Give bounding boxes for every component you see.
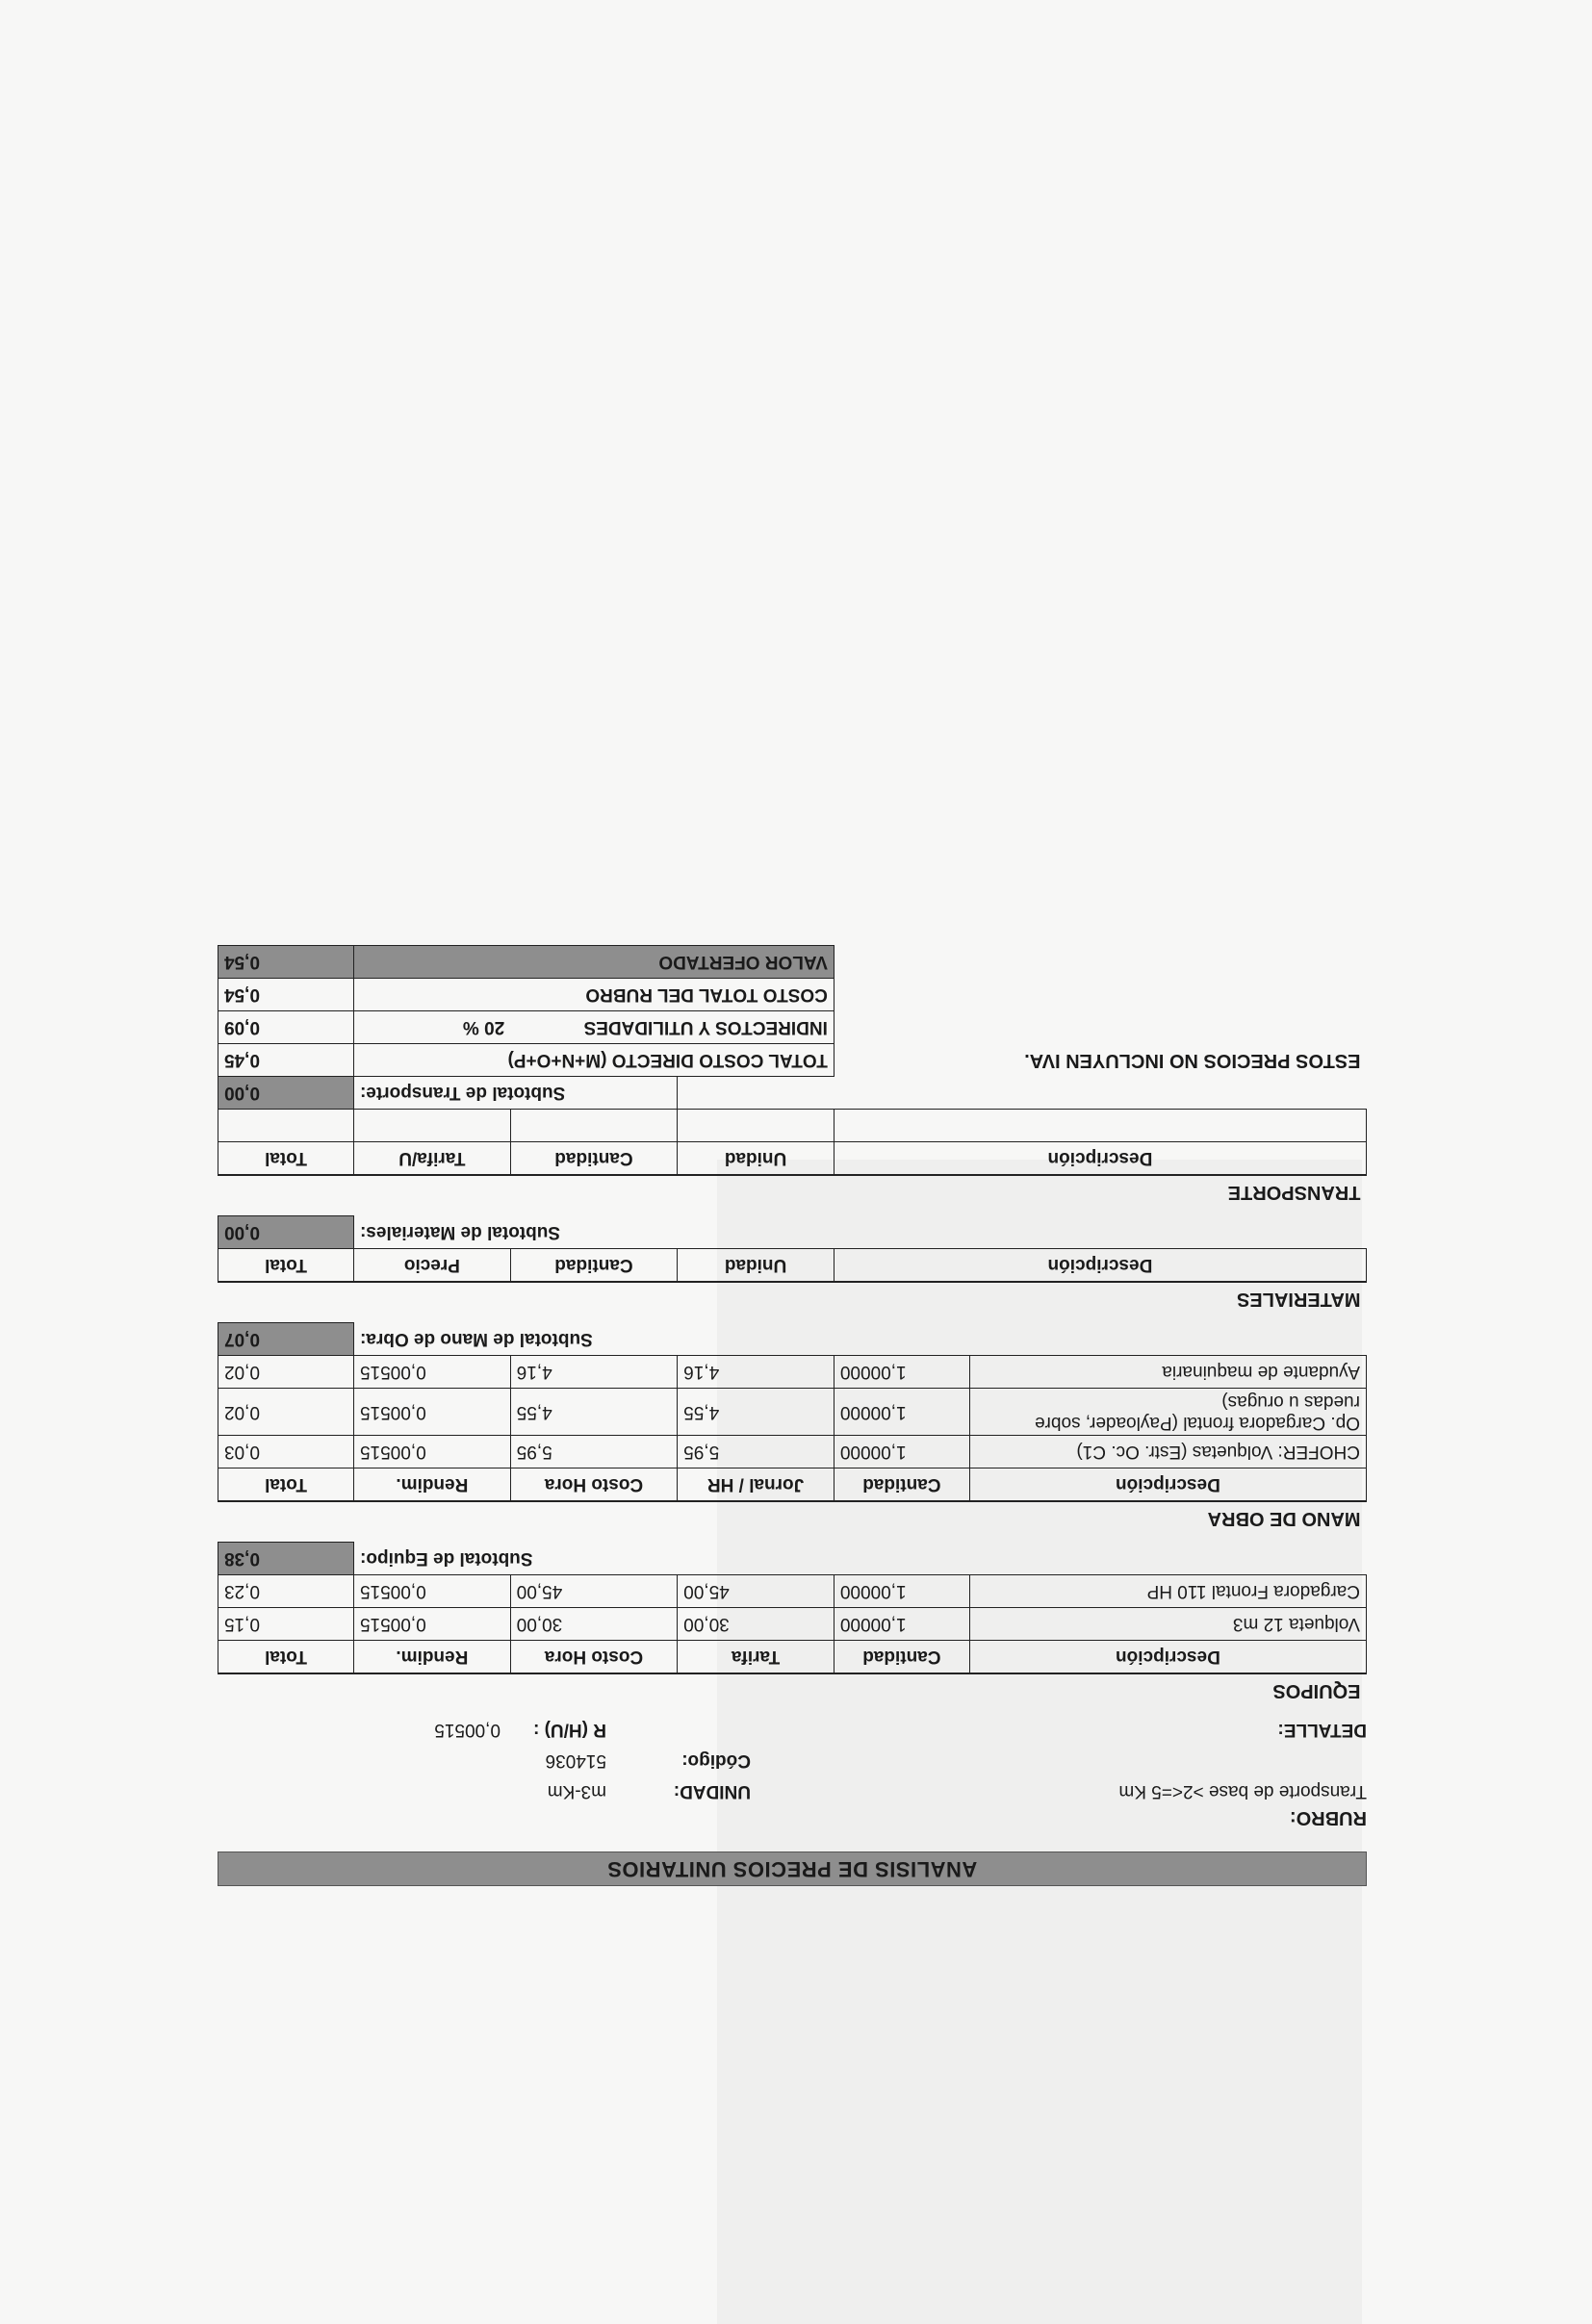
rate-cell: 45,00 <box>678 1575 835 1608</box>
hour-cost-cell: 30,00 <box>510 1608 678 1641</box>
table-row <box>218 1356 1367 1389</box>
rubro-label: RUBRO: <box>1290 1807 1367 1828</box>
materiales-header-row <box>218 1249 1367 1283</box>
materiales-subtotal-value: 0,00 <box>218 1216 354 1249</box>
detalle-label: DETALLE: <box>1277 1720 1367 1740</box>
column-header: Cantidad <box>834 1468 969 1502</box>
total-cell: 0,15 <box>218 1608 354 1641</box>
table-row <box>218 1389 1367 1436</box>
equipos-subtotal-value: 0,38 <box>218 1543 354 1575</box>
indirectos-value: 0,09 <box>218 1011 354 1044</box>
price-analysis-document <box>218 945 1367 1886</box>
description-cell: Ayudante de maquinaria <box>969 1356 1366 1389</box>
document-title: ANALISIS DE PRECIOS UNITARIOS <box>218 1852 1367 1886</box>
equipos-subtotal-label: Subtotal de Equipo: <box>360 1548 533 1570</box>
column-header: Tarifa/U <box>354 1142 511 1176</box>
codigo-value: 514036 <box>545 1750 606 1771</box>
yield-cell: 0,00515 <box>354 1389 511 1436</box>
unidad-value: m3-Km <box>547 1781 606 1801</box>
yield-cell: 0,00515 <box>354 1356 511 1389</box>
yield-cell: 0,00515 <box>354 1575 511 1608</box>
yield-cell: 0,00515 <box>354 1436 511 1468</box>
column-header: Total <box>218 1641 354 1674</box>
column-header: Unidad <box>678 1142 835 1176</box>
valor-ofertado-value: 0,54 <box>218 946 354 979</box>
table-row <box>218 1436 1367 1468</box>
quantity-cell: 1,00000 <box>834 1575 969 1608</box>
description-cell: Cargadora Frontal 110 HP <box>969 1575 1366 1608</box>
equipos-subtotal-row <box>218 1543 1367 1575</box>
mano-obra-subtotal-row <box>218 1323 1367 1356</box>
indirectos-row <box>218 1011 1367 1044</box>
indirectos-percent: 20 % <box>354 1011 511 1044</box>
table-row <box>218 1575 1367 1608</box>
indirectos-label: INDIRECTOS Y UTILIDADES <box>510 1011 834 1044</box>
column-header: Descripción <box>834 1142 1366 1176</box>
mano-obra-title: MANO DE OBRA <box>218 1501 1367 1543</box>
equipos-header-row <box>218 1641 1367 1674</box>
transporte-empty-row <box>218 1110 1367 1142</box>
rate-cell: 30,00 <box>678 1608 835 1641</box>
column-header: Precio <box>354 1249 511 1283</box>
hour-cost-cell: 4,16 <box>510 1356 678 1389</box>
column-header: Costo Hora <box>510 1468 678 1502</box>
costo-total-row <box>218 979 1367 1011</box>
column-header: Descripción <box>969 1641 1366 1674</box>
wage-cell: 4,55 <box>678 1389 835 1436</box>
total-cell: 0,03 <box>218 1436 354 1468</box>
wage-cell: 5,95 <box>678 1436 835 1468</box>
detalle-line <box>218 1714 1367 1745</box>
quantity-cell: 1,00000 <box>834 1389 969 1436</box>
transporte-subtotal-row <box>218 1077 1367 1110</box>
hour-cost-cell: 5,95 <box>510 1436 678 1468</box>
mano-obra-subtotal-label: Subtotal de Mano de Obra: <box>360 1329 593 1350</box>
column-header: Total <box>218 1142 354 1176</box>
transporte-header-row <box>218 1142 1367 1176</box>
costo-total-value: 0,54 <box>218 979 354 1011</box>
materiales-subtotal-row <box>218 1216 1367 1249</box>
hour-cost-cell: 45,00 <box>510 1575 678 1608</box>
column-header: Tarifa <box>678 1641 835 1674</box>
hour-cost-cell: 4,55 <box>510 1389 678 1436</box>
column-header: Rendim. <box>354 1468 511 1502</box>
column-header: Total <box>218 1468 354 1502</box>
column-header: Cantidad <box>510 1142 678 1176</box>
total-cell: 0,02 <box>218 1356 354 1389</box>
quantity-cell: 1,00000 <box>834 1436 969 1468</box>
rh-label: R (H/U) : <box>533 1720 606 1740</box>
equipos-title: EQUIPOS <box>218 1673 1367 1714</box>
transporte-title-row <box>218 1175 1367 1216</box>
valor-ofertado-row <box>218 946 1367 979</box>
valor-ofertado-label: VALOR OFERTADO <box>354 946 835 979</box>
yield-cell: 0,00515 <box>354 1608 511 1641</box>
iva-note: ESTOS PRECIOS NO INCLUYEN IVA. <box>1024 1050 1361 1071</box>
total-directo-value: 0,45 <box>218 1044 354 1077</box>
column-header: Cantidad <box>510 1249 678 1283</box>
column-header: Total <box>218 1249 354 1283</box>
column-header: Rendim. <box>354 1641 511 1674</box>
column-header: Unidad <box>678 1249 835 1283</box>
total-cell: 0,02 <box>218 1389 354 1436</box>
materiales-subtotal-label: Subtotal de Materiales: <box>360 1222 561 1243</box>
column-header: Descripción <box>834 1249 1366 1283</box>
mano-obra-header-row <box>218 1468 1367 1502</box>
column-header: Descripción <box>969 1468 1366 1502</box>
table-row <box>218 1608 1367 1641</box>
transporte-subtotal-value: 0,00 <box>218 1077 354 1110</box>
unidad-label: UNIDAD: <box>673 1781 751 1801</box>
materiales-title: MATERIALES <box>218 1282 1367 1323</box>
mano-obra-subtotal-value: 0,07 <box>218 1323 354 1356</box>
mano-obra-title-row <box>218 1501 1367 1543</box>
total-directo-label: TOTAL COSTO DIRECTO (M+N+O+P) <box>354 1044 835 1077</box>
rubro-line <box>218 1775 1367 1806</box>
costo-total-label: COSTO TOTAL DEL RUBRO <box>354 979 835 1011</box>
transporte-title: TRANSPORTE <box>218 1175 1367 1216</box>
total-cell: 0,23 <box>218 1575 354 1608</box>
codigo-line <box>218 1745 1367 1775</box>
total-directo-row <box>218 1044 1367 1077</box>
column-header: Jornal / HR <box>678 1468 835 1502</box>
codigo-label: Código: <box>681 1750 751 1771</box>
description-cell: Op. Cargadora frontal (Payloader, sobre ruedas u orugas) <box>969 1389 1366 1436</box>
analysis-table <box>218 945 1367 1714</box>
column-header: Cantidad <box>834 1641 969 1674</box>
column-header: Costo Hora <box>510 1641 678 1674</box>
transporte-subtotal-label: Subtotal de Transporte: <box>354 1077 678 1110</box>
equipos-title-row <box>218 1673 1367 1714</box>
quantity-cell: 1,00000 <box>834 1608 969 1641</box>
description-cell: Volqueta 12 m3 <box>969 1608 1366 1641</box>
rubro-value: Transporte de base >2<=5 Km <box>1118 1781 1367 1801</box>
quantity-cell: 1,00000 <box>834 1356 969 1389</box>
rh-value: 0,00515 <box>434 1720 501 1740</box>
wage-cell: 4,16 <box>678 1356 835 1389</box>
description-cell: CHOFER: Volquetas (Estr. Oc. C1) <box>969 1436 1366 1468</box>
materiales-title-row <box>218 1282 1367 1323</box>
